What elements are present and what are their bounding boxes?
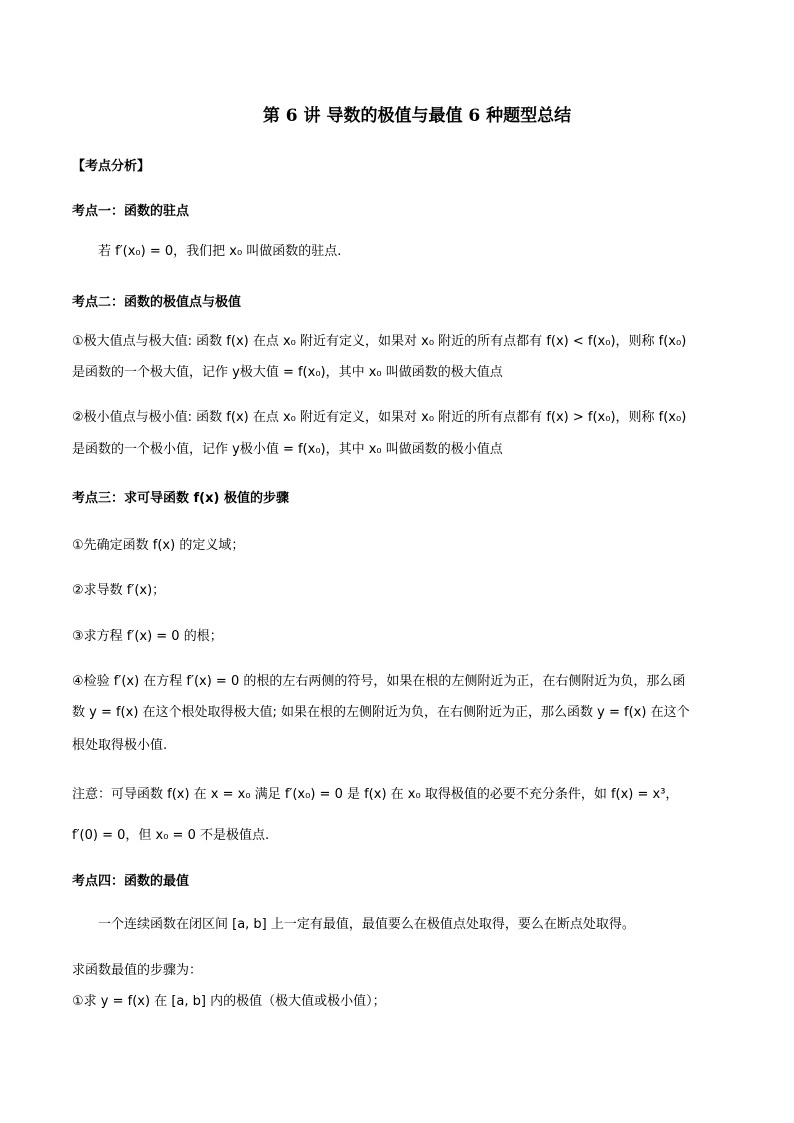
k1-line: 若 f′(x₀) = 0，我们把 x₀ 叫做函数的驻点.	[98, 244, 342, 259]
page-title: 第 6 讲 导数的极值与最值 6 种题型总结	[262, 106, 572, 126]
k3-step4-line1: ④检验 f′(x) 在方程 f′(x) = 0 的根的左右两侧的符号，如果在根的左侧附近为正，在右侧附近为负，那么函	[72, 674, 686, 689]
k1-heading: 考点一：函数的驻点	[72, 204, 190, 219]
k4-line1: 一个连续函数在闭区间 [a, b] 上一定有最值，最值要么在极值点处取得，要么在断点处取得。	[98, 917, 635, 932]
k4-step1: ①求 y = f(x) 在 [a, b] 内的极值（极大值或极小值）；	[72, 994, 386, 1009]
k3-step2: ②求导数 f′(x)；	[72, 583, 166, 598]
k3-step3: ③求方程 f′(x) = 0 的根；	[72, 629, 223, 644]
k3-note-line1: 注意：可导函数 f(x) 在 x = x₀ 满足 f′(x₀) = 0 是 f(x) 在 x₀ 取得极值的必要不充分条件，如 f(x) = x³，	[72, 787, 679, 802]
k4-steps-intro: 求函数最值的步骤为：	[72, 963, 203, 978]
k4-heading: 考点四：函数的最值	[72, 874, 190, 889]
k2-max-line1: ①极大值点与极大值: 函数 f(x) 在点 x₀ 附近有定义，如果对 x₀ 附近的所有点都有 f(x) < f(x₀)，则称 f(x₀)	[72, 334, 687, 349]
k2-max-line2: 是函数的一个极大值，记作 y极大值 = f(x₀)，其中 x₀ 叫做函数的极大值点	[72, 365, 503, 380]
k2-heading: 考点二：函数的极值点与极值	[72, 295, 242, 310]
k3-note-line2: f′(0) = 0，但 x₀ = 0 不是极值点.	[72, 828, 270, 843]
k3-heading: 考点三：求可导函数 f(x) 极值的步骤	[72, 491, 289, 506]
k3-step4-line2: 数 y = f(x) 在这个根处取得极大值; 如果在根的左侧附近为负，在右侧附近为正，那么函数 y = f(x) 在这个	[72, 705, 690, 720]
k2-min-line2: 是函数的一个极小值，记作 y极小值 = f(x₀)，其中 x₀ 叫做函数的极小值点	[72, 442, 503, 457]
k3-step4-line3: 根处取得极小值.	[72, 738, 168, 753]
section-header: 【考点分析】	[72, 159, 151, 174]
k2-min-line1: ②极小值点与极小值: 函数 f(x) 在点 x₀ 附近有定义，如果对 x₀ 附近的所有点都有 f(x) > f(x₀)，则称 f(x₀)	[72, 410, 687, 425]
k3-step1: ①先确定函数 f(x) 的定义域；	[72, 538, 245, 553]
